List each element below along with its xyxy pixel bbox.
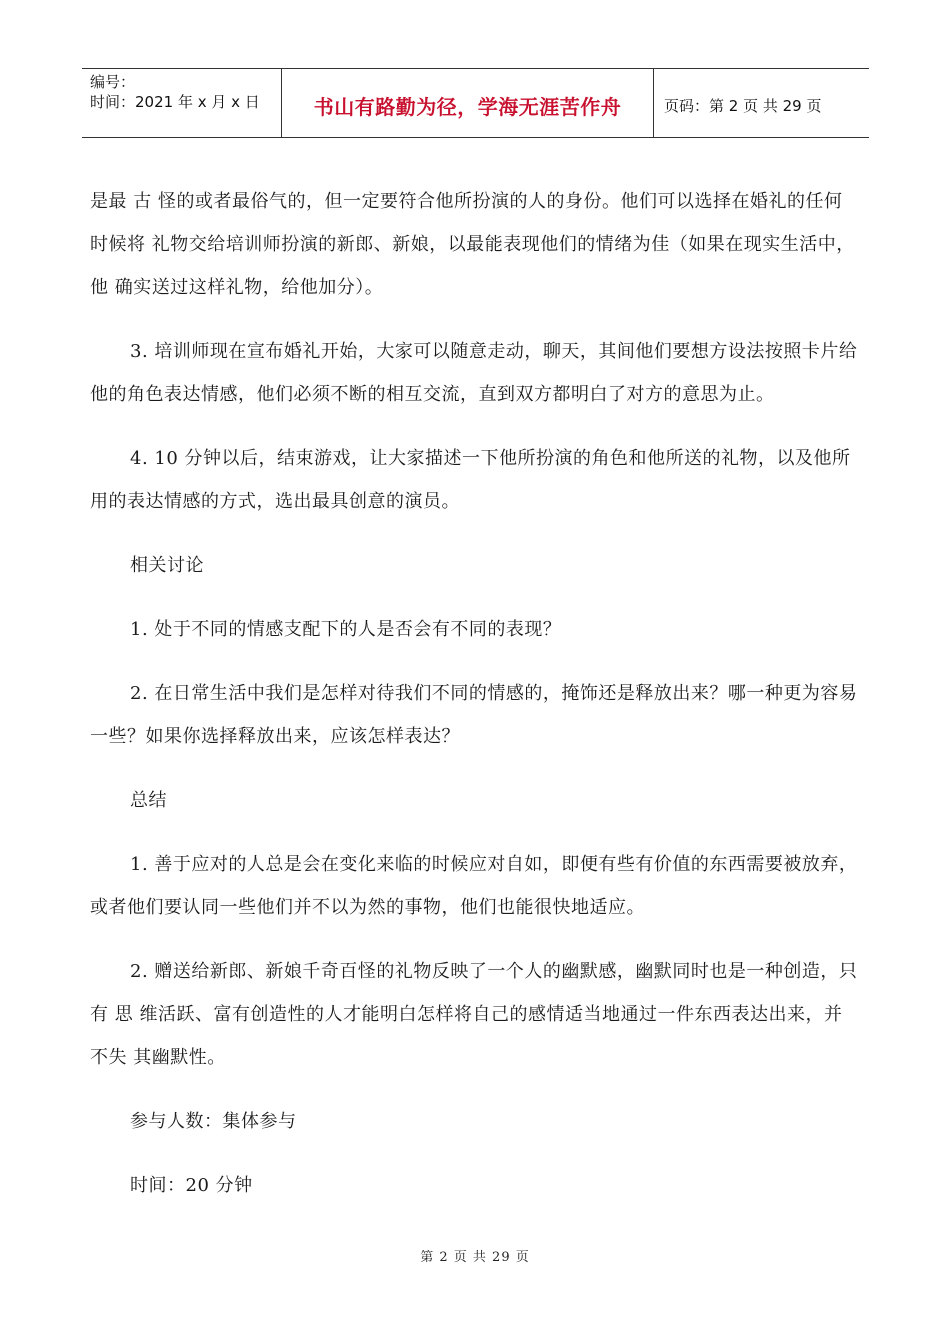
header-meta xyxy=(82,69,282,137)
body-paragraph: 3. 培训师现在宣布婚礼开始，大家可以随意走动，聊天，其间他们要想方设法按照卡片给 他的角色表达情感，他们必须不断的相互交流，直到双方都明白了对方的意思为止。 xyxy=(90,341,858,405)
body-paragraph: 2. 赠送给新郎、新娘千奇百怪的礼物反映了一个人的幽默感，幽默同时也是一种创造，只有 思 维活跃、富有创造性的人才能明白怎样将自己的感情适当地通过一件东西表达出来，并不失 其幽默性。 xyxy=(90,961,858,1068)
section-heading: 总结 xyxy=(130,790,167,811)
document-date-label: 时间：2021 年 x 月 x 日 xyxy=(90,93,260,111)
document-body xyxy=(90,180,860,1228)
duration-line: 时间：20 分钟 xyxy=(130,1175,253,1196)
page-header xyxy=(82,68,869,138)
body-paragraph: 1. 善于应对的人总是会在变化来临的时候应对自如，即便有些有价值的东西需要被放弃， 或者他们要认同一些他们并不以为然的事物，他们也能很快地适应。 xyxy=(90,854,858,918)
header-page-number: 页码：第 2 页 共 29 页 xyxy=(664,96,822,115)
body-paragraph: 1. 处于不同的情感支配下的人是否会有不同的表现？ xyxy=(130,619,562,640)
participants-line: 参与人数：集体参与 xyxy=(130,1111,297,1132)
body-paragraph: 2. 在日常生活中我们是怎样对待我们不同的情感的，掩饰还是释放出来？哪一种更为容易 一些？如果你选择释放出来，应该怎样表达？ xyxy=(90,683,858,747)
header-page-cell xyxy=(654,69,869,137)
body-paragraph: 是最 古 怪的或者最俗气的，但一定要符合他所扮演的人的身份。他们可以选择在婚礼的任何时候将 礼物交给培训师扮演的新郎、新娘，以最能表现他们的情绪为佳（如果在现实生活中，他 确实送过这样礼物，给他加分）。 xyxy=(90,191,855,298)
document-number-label: 编号： xyxy=(90,73,136,91)
header-motto-cell xyxy=(282,69,654,137)
section-heading: 相关讨论 xyxy=(130,555,204,576)
body-paragraph: 4. 10 分钟以后，结束游戏，让大家描述一下他所扮演的角色和他所送的礼物，以及他所 用的表达情感的方式，选出最具创意的演员。 xyxy=(90,448,851,512)
header-motto: 书山有路勤为径，学海无涯苦作舟 xyxy=(313,94,622,119)
page-footer: 第 2 页 共 29 页 xyxy=(420,1250,530,1265)
